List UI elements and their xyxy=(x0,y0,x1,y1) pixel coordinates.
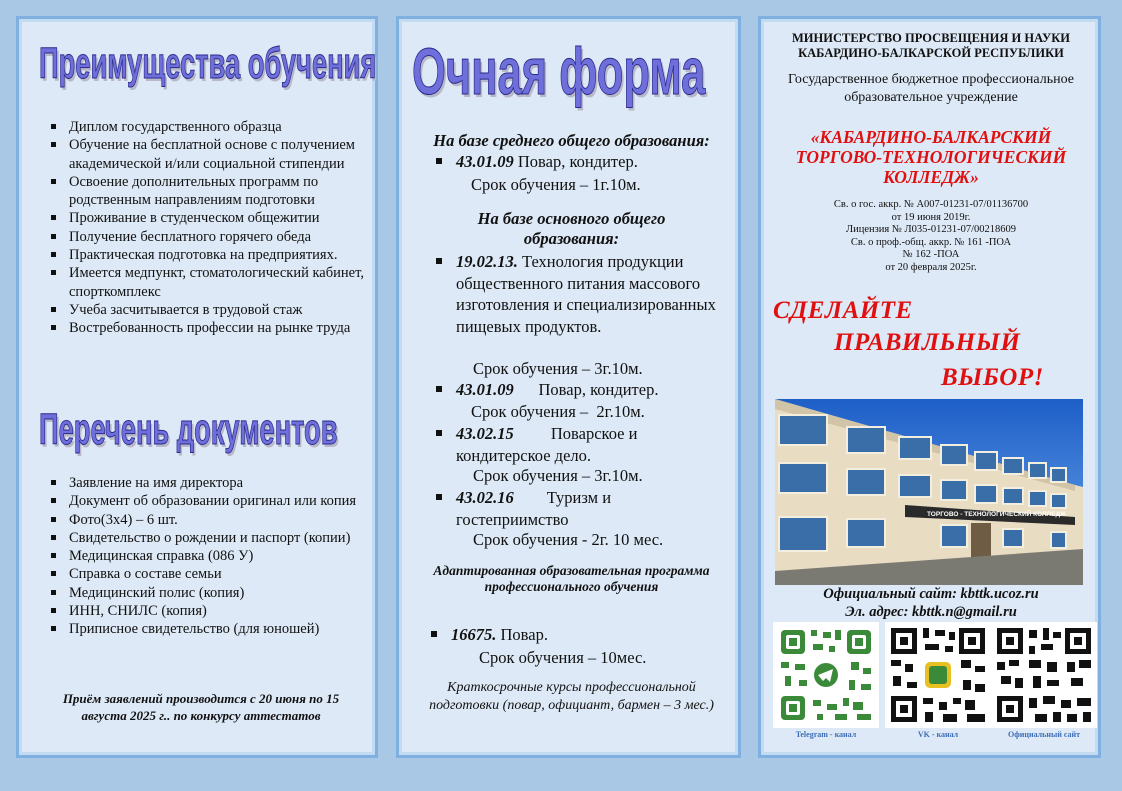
list-item: Востребованность профессии на рынке труда xyxy=(45,319,375,337)
bullet-icon xyxy=(431,631,437,637)
program-code: 16675. xyxy=(451,625,497,644)
accreditation-line: № 162 -ПОА xyxy=(902,249,960,261)
list-item: Диплом государственного образца xyxy=(45,118,375,136)
program-term: Срок обучения – 10мес. xyxy=(479,648,647,667)
program-name: Повар, кондитер. xyxy=(513,152,638,171)
accreditation-line: Лицензия № Л035-01231-07/00218609 xyxy=(845,224,1017,236)
program-term: Срок обучения - 2г. 10 мес. xyxy=(473,530,664,549)
program-item xyxy=(456,251,726,337)
program-item xyxy=(451,624,548,646)
email-line: Эл. адрес: kbttk.n@gmail.ru xyxy=(845,604,1017,620)
list-item: Свидетельство о рождении и паспорт (копии) xyxy=(45,529,371,547)
accreditation-info xyxy=(791,199,1071,275)
heading-advantages: Преимущества обучения xyxy=(39,39,377,88)
qr-caption: Официальный сайт xyxy=(1007,730,1081,739)
building-sign: ТОРГОВО - ТЕХНОЛОГИЧЕСКИЙ КОЛЛЕДЖ xyxy=(927,511,1066,518)
bullet-icon xyxy=(436,494,442,500)
program-name: Поварское и кондитерское дело. xyxy=(456,424,642,465)
panel-full-time xyxy=(396,16,741,758)
panel-advantages xyxy=(16,16,378,758)
program-code: 43.01.09 xyxy=(456,152,514,171)
program-code: 43.01.09 xyxy=(456,380,514,399)
program-term: Срок обучения – 3г.10м. xyxy=(473,466,643,485)
program-name: Туризм и гостеприимство xyxy=(456,488,616,529)
heading-full-time: Очная форма xyxy=(412,34,706,108)
program-item xyxy=(456,379,658,401)
application-dates-note: Приём заявлений производится с 20 июня по 15 августа 2025 г.. по конкурсу аттестатов xyxy=(62,691,340,723)
short-courses-note: Краткосрочные курсы профессиональной подготовки (повар, официант, бармен – 3 мес.) xyxy=(429,680,714,713)
panel-college-info xyxy=(758,16,1101,758)
list-item: Документ об образовании оригинал или копия xyxy=(45,492,371,510)
heading-documents: Перечень документов xyxy=(39,405,338,454)
accreditation-line: Св. о гос. аккр. № А007-01231-07/01136700 xyxy=(833,199,1029,210)
program-name: Повар, кондитер. xyxy=(513,380,659,399)
section-heading-adapted: Адаптированная образовательная программа профессионального обучения xyxy=(433,563,710,594)
program-term: Срок обучения – 1г.10м. xyxy=(471,175,641,194)
advantages-list xyxy=(45,118,375,338)
program-item xyxy=(456,151,638,173)
list-item: Получение бесплатного горячего обеда xyxy=(45,228,375,246)
slogan-line: ПРАВИЛЬНЫЙ xyxy=(834,329,1021,356)
list-item: Проживание в студенческом общежитии xyxy=(45,209,375,227)
slogan-line: ВЫБОР! xyxy=(941,364,1044,391)
accreditation-line: от 19 июня 2019г. xyxy=(891,211,971,223)
bullet-icon xyxy=(436,386,442,392)
program-item xyxy=(456,423,726,466)
section-heading-basic: На базе основного общего образования: xyxy=(477,209,666,248)
program-term: Срок обучения – 3г.10м. xyxy=(473,359,643,378)
program-code: 19.02.13. xyxy=(456,252,518,271)
accreditation-line: от 20 февраля 2025г. xyxy=(885,261,977,273)
college-name: «КАБАРДИНО-БАЛКАРСКИЙ ТОРГОВО-ТЕХНОЛОГИЧЕСКИЙ КОЛЛЕДЖ» xyxy=(795,127,1067,187)
bullet-icon xyxy=(436,258,442,264)
ministry-title: МИНИСТЕРСТВО ПРОСВЕЩЕНИЯ И НАУКИ КАБАРДИНО-БАЛКАРСКОЙ РЕСПУБЛИКИ xyxy=(792,31,1070,60)
slogan-line: СДЕЛАЙТЕ xyxy=(773,297,913,324)
list-item: Приписное свидетельство (для юношей) xyxy=(45,620,371,638)
qr-caption: Telegram - канал xyxy=(795,730,857,739)
list-item: Обучение на бесплатной основе с получением академической и/или социальной стипендии xyxy=(45,136,375,173)
program-name: Технология продукции общественного питания массового изготовления и специализированных пищевых продуктов. xyxy=(456,252,716,336)
program-term: Срок обучения – 2г.10м. xyxy=(471,402,645,421)
official-site-line: Официальный сайт: kbttk.ucoz.ru xyxy=(823,586,1039,602)
program-code: 43.02.16 xyxy=(456,488,514,507)
list-item: Справка о составе семьи xyxy=(45,565,371,583)
list-item: Практическая подготовка на предприятиях. xyxy=(45,246,375,264)
section-heading-secondary: На базе среднего общего образования: xyxy=(433,131,710,150)
institution-type: Государственное бюджетное профессиональное образовательное учреждение xyxy=(788,72,1074,105)
list-item: Освоение дополнительных программ по родственным направлениям подготовки xyxy=(45,173,375,210)
list-item: Имеется медпункт, стоматологический кабинет, спорткомплекс xyxy=(45,264,375,301)
bullet-icon xyxy=(436,430,442,436)
list-item: Учеба засчитывается в трудовой стаж xyxy=(45,301,375,319)
list-item: Заявление на имя директора xyxy=(45,474,371,492)
accreditation-line: Св. о проф.-общ. аккр. № 161 -ПОА xyxy=(850,236,1012,248)
telegram-qr-code[interactable] xyxy=(773,622,879,728)
list-item: Фото(3х4) – 6 шт. xyxy=(45,511,371,529)
bullet-icon xyxy=(436,158,442,164)
list-item: Медицинский полис (копия) xyxy=(45,584,371,602)
list-item: Медицинская справка (086 У) xyxy=(45,547,371,565)
qr-caption: VK - канал xyxy=(917,730,959,739)
program-item xyxy=(456,487,726,530)
program-code: 43.02.15 xyxy=(456,424,514,443)
documents-list xyxy=(45,474,371,639)
list-item: ИНН, СНИЛС (копия) xyxy=(45,602,371,620)
official-site-qr-code[interactable] xyxy=(991,622,1097,728)
program-name: Повар. xyxy=(496,625,548,644)
college-building-photo xyxy=(775,399,1083,585)
vk-qr-code[interactable] xyxy=(885,622,991,728)
